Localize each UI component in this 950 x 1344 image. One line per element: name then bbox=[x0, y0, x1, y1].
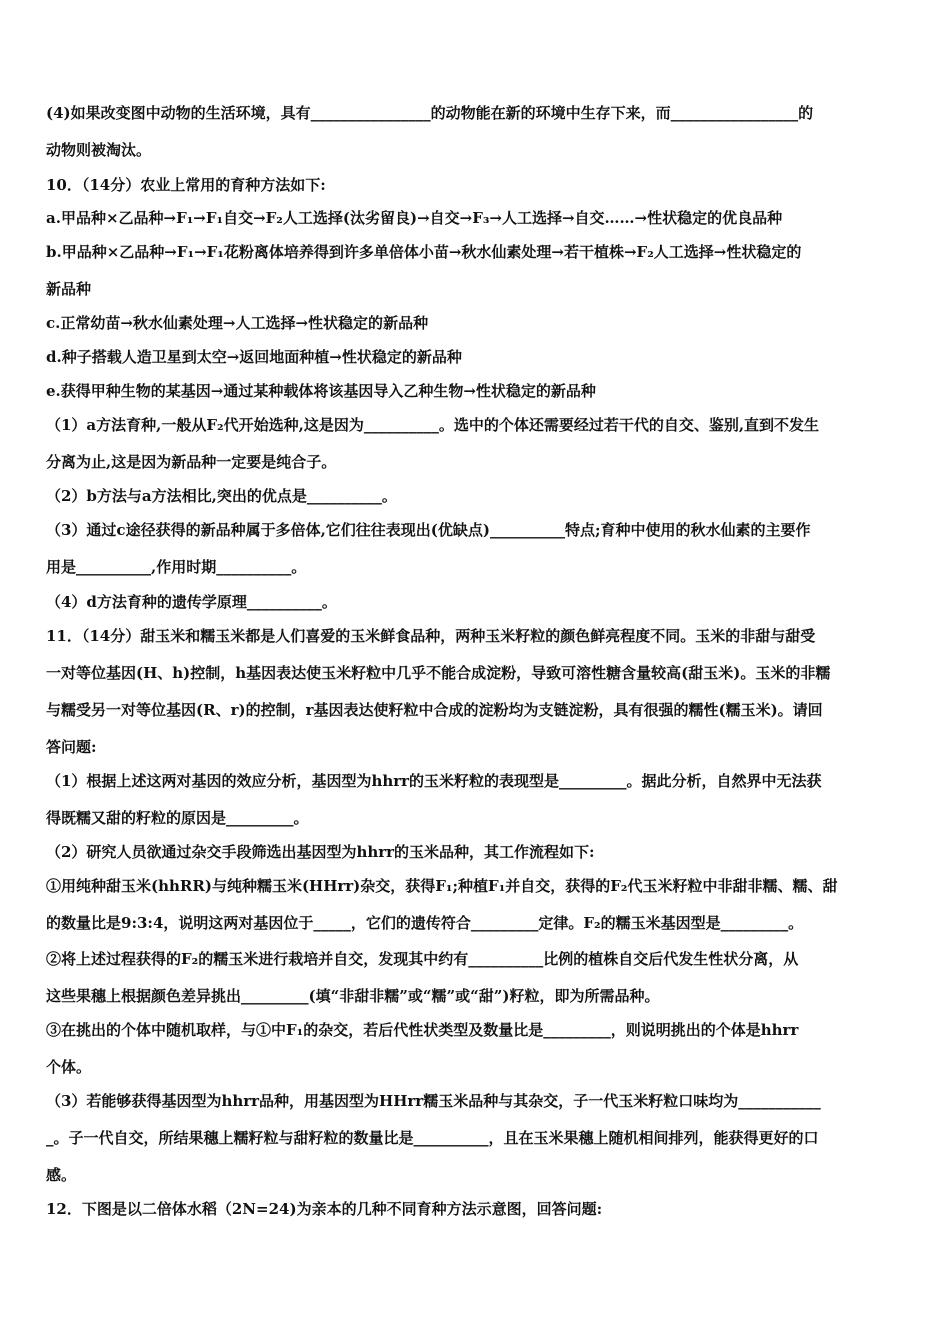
q11-step2-line1: ②将上述过程获得的F₂的糯玉米进行栽培并自交，发现其中约有__________比例的植株自交后代发生性状分离，从 bbox=[46, 950, 799, 968]
q10-heading: 10．（14分）农业上常用的育种方法如下: bbox=[46, 176, 326, 194]
q10-part1-line1: （1）a方法育种,一般从F₂代开始选种,这是因为__________。选中的个体还需要经过若干代的自交、鉴别,直到不发生 bbox=[46, 416, 820, 434]
q11-heading-line2: 一对等位基因(H、h)控制，h基因表达使玉米籽粒中几乎不能合成淀粉，导致可溶性糖含量较高(甜玉米)。玉米的非糯 bbox=[46, 664, 831, 682]
q11-part2-intro: （2）研究人员欲通过杂交手段筛选出基因型为hhrr的玉米品种，其工作流程如下: bbox=[46, 843, 595, 861]
q9-part4-line2: 动物则被淘汰。 bbox=[46, 141, 152, 159]
q11-heading-line3: 与糯受另一对等位基因(R、r)的控制，r基因表达使籽粒中合成的淀粉均为支链淀粉，具有很强的糯性(糯玉米)。请回 bbox=[46, 701, 823, 719]
q11-heading-line4: 答问题: bbox=[46, 738, 97, 756]
q10-part2: （2）b方法与a方法相比,突出的优点是__________。 bbox=[46, 487, 397, 505]
q10-method-c: c.正常幼苗→秋水仙素处理→人工选择→性状稳定的新品种 bbox=[46, 314, 429, 332]
q10-method-e: e.获得甲种生物的某基因→通过某种载体将该基因导入乙种生物→性状稳定的新品种 bbox=[46, 382, 596, 400]
q11-part1-line2: 得既糯又甜的籽粒的原因是_________。 bbox=[46, 809, 309, 827]
q11-heading-line1: 11．（14分）甜玉米和糯玉米都是人们喜爱的玉米鲜食品种，两种玉米籽粒的颜色鲜亮程度不同。玉米的非甜与甜受 bbox=[46, 627, 816, 645]
q10-part3-line1: （3）通过c途径获得的新品种属于多倍体,它们往往表现出(优缺点)__________特点;育种中使用的秋水仙素的主要作 bbox=[46, 521, 811, 539]
q10-part1-line2: 分离为止,这是因为新品种一定要是纯合子。 bbox=[46, 453, 337, 471]
q11-step1-line1: ①用纯种甜玉米(hhRR)与纯种糯玉米(HHrr)杂交，获得F₁;种植F₁并自交，获得的F₂代玉米籽粒中非甜非糯、糯、甜 bbox=[46, 877, 838, 895]
q11-part3-line2: _。子一代自交，所结果穗上糯籽粒与甜籽粒的数量比是__________，且在玉米果穗上随机相间排列，能获得更好的口 bbox=[46, 1129, 819, 1147]
q11-step2-line2: 这些果穗上根据颜色差异挑出_________(填“非甜非糯”或“糯”或“甜”)籽粒，即为所需品种。 bbox=[46, 987, 660, 1005]
q10-part4: （4）d方法育种的遗传学原理__________。 bbox=[46, 593, 337, 611]
q11-step3-line2: 个体。 bbox=[46, 1058, 92, 1076]
q10-method-d: d.种子搭载人造卫星到太空→返回地面种植→性状稳定的新品种 bbox=[46, 348, 462, 366]
q9-part4-line1: (4)如果改变图中动物的生活环境，具有________________的动物能在新的环境中生存下来，而_________________的 bbox=[46, 104, 814, 122]
q10-method-b-line1: b.甲品种×乙品种→F₁→F₁花粉离体培养得到许多单倍体小苗→秋水仙素处理→若干植株→F₂人工选择→性状稳定的 bbox=[46, 243, 802, 261]
q10-method-a: a.甲品种×乙品种→F₁→F₁自交→F₂人工选择(汰劣留良)→自交→F₃→人工选择→自交……→性状稳定的优良品种 bbox=[46, 209, 783, 227]
q11-part3-line1: （3）若能够获得基因型为hhrr品种，用基因型为HHrr糯玉米品种与其杂交，子一代玉米籽粒口味均为___________ bbox=[46, 1092, 821, 1110]
q11-part3-line3: 感。 bbox=[46, 1166, 77, 1184]
q12-heading: 12．下图是以二倍体水稻（2N=24)为亲本的几种不同育种方法示意图，回答问题: bbox=[46, 1200, 603, 1218]
q11-step3-line1: ③在挑出的个体中随机取样，与①中F₁的杂交，若后代性状类型及数量比是_________，则说明挑出的个体是hhrr bbox=[46, 1021, 799, 1039]
q11-part1-line1: （1）根据上述这两对基因的效应分析，基因型为hhrr的玉米籽粒的表现型是_________。据此分析，自然界中无法获 bbox=[46, 772, 822, 790]
q11-step1-line2: 的数量比是9:3:4，说明这两对基因位于_____，它们的遗传符合_________定律。F₂的糯玉米基因型是_________。 bbox=[46, 914, 804, 932]
q10-part3-line2: 用是__________,作用时期__________。 bbox=[46, 558, 307, 576]
q10-method-b-line2: 新品种 bbox=[46, 280, 92, 298]
